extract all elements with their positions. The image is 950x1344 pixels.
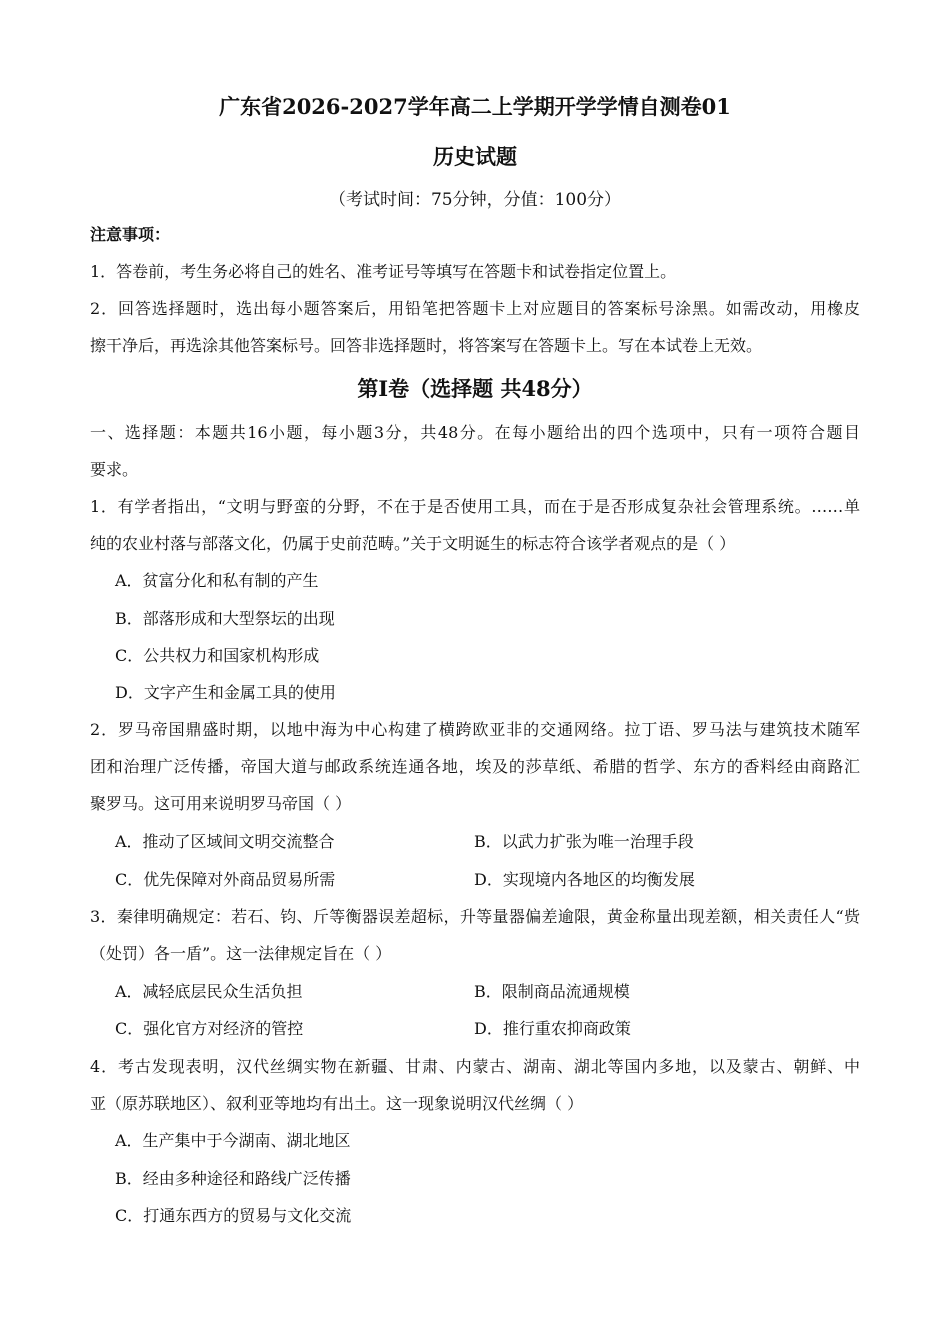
notice-heading: 注意事项： bbox=[90, 225, 171, 244]
section-title: 第Ⅰ卷（选择题 共48分） bbox=[357, 376, 593, 401]
question-1-option-b: B．部落形成和大型祭坛的出现 bbox=[115, 609, 335, 628]
section-instructions-line-1: 一、选择题：本题共16小题，每小题3分，共48分。在每小题给出的四个选项中，只有一项符合题目 bbox=[90, 423, 860, 442]
notice-item-2-line-2: 擦干净后，再选涂其他答案标号。回答非选择题时，将答案写在答题卡上。写在本试卷上无效。 bbox=[90, 336, 763, 355]
notice-item-2-line-1: 2．回答选择题时，选出每小题答案后，用铅笔把答题卡上对应题目的答案标号涂黑。如需改动，用橡皮 bbox=[90, 299, 860, 318]
question-3-option-b: B．限制商品流通规模 bbox=[474, 982, 630, 1001]
notice-item-1: 1．答卷前，考生务必将自己的姓名、准考证号等填写在答题卡和试卷指定位置上。 bbox=[90, 262, 677, 281]
section-instructions-line-2: 要求。 bbox=[90, 460, 139, 479]
question-3-option-a: A．减轻底层民众生活负担 bbox=[115, 982, 303, 1001]
question-4-option-b: B．经由多种途径和路线广泛传播 bbox=[115, 1169, 351, 1188]
question-2-option-b: B．以武力扩张为唯一治理手段 bbox=[474, 832, 694, 851]
exam-title: 广东省2026-2027学年高二上学期开学学情自测卷01 bbox=[219, 94, 731, 119]
question-3-stem-line-2: （处罚）各一盾”。这一法律规定旨在（ ） bbox=[90, 944, 392, 963]
exam-info: （考试时间：75分钟，分值：100分） bbox=[328, 190, 622, 210]
question-1-stem-line-2: 纯的农业村落与部落文化，仍属于史前范畴。”关于文明诞生的标志符合该学者观点的是（ ） bbox=[90, 534, 736, 553]
question-2-option-d: D．实现境内各地区的均衡发展 bbox=[474, 870, 695, 889]
question-4-option-a: A．生产集中于今湖南、湖北地区 bbox=[115, 1131, 351, 1150]
question-2-stem-line-1: 2．罗马帝国鼎盛时期，以地中海为中心构建了横跨欧亚非的交通网络。拉丁语、罗马法与建筑技术随军 bbox=[90, 720, 860, 739]
question-1-stem-line-1: 1．有学者指出，“文明与野蛮的分野，不在于是否使用工具，而在于是否形成复杂社会管理系统。……单 bbox=[90, 497, 860, 516]
question-1-option-a: A．贫富分化和私有制的产生 bbox=[115, 571, 319, 590]
question-1-option-d: D．文字产生和金属工具的使用 bbox=[115, 683, 336, 702]
question-1-option-c: C．公共权力和国家机构形成 bbox=[115, 646, 320, 665]
question-4-stem-line-1: 4．考古发现表明，汉代丝绸实物在新疆、甘肃、内蒙古、湖南、湖北等国内多地，以及蒙古、朝鲜、中 bbox=[90, 1057, 860, 1076]
question-2-stem-line-3: 聚罗马。这可用来说明罗马帝国（ ） bbox=[90, 794, 352, 813]
question-2-stem-line-2: 团和治理广泛传播，帝国大道与邮政系统连通各地，埃及的莎草纸、希腊的哲学、东方的香料经由商路汇 bbox=[90, 757, 860, 776]
question-2-option-c: C．优先保障对外商品贸易所需 bbox=[115, 870, 336, 889]
question-3-stem-line-1: 3．秦律明确规定：若石、钧、斤等衡器误差超标，升等量器偏差逾限，黄金称量出现差额，相关责任人“赀 bbox=[90, 907, 860, 926]
question-3-option-d: D．推行重农抑商政策 bbox=[474, 1019, 631, 1038]
question-3-option-c: C．强化官方对经济的管控 bbox=[115, 1019, 304, 1038]
question-4-option-c: C．打通东西方的贸易与文化交流 bbox=[115, 1206, 352, 1225]
exam-subject: 历史试题 bbox=[433, 144, 517, 169]
question-4-stem-line-2: 亚（原苏联地区）、叙利亚等地均有出土。这一现象说明汉代丝绸（ ） bbox=[90, 1094, 584, 1113]
question-2-option-a: A．推动了区域间文明交流整合 bbox=[115, 832, 335, 851]
